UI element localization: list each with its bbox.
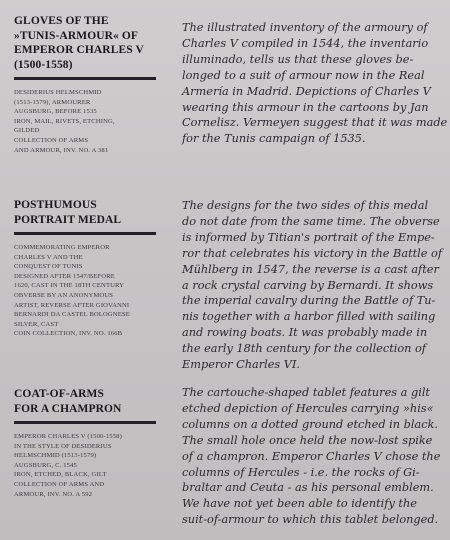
detail-line: BERNARDI DA CASTEL BOLOGNESE [14, 311, 130, 319]
detail-line: GILDED [14, 127, 40, 135]
description-line: etched depiction of Hercules carrying »his« [182, 401, 434, 415]
detail-line: ARMOUR, INV. NO. A 592 [14, 490, 93, 498]
description-line: ror that celebrates his victory in the Battle of [182, 246, 443, 260]
description-line: a rock crystal carving by Bernardi. It shows [182, 278, 434, 292]
description-line: of a champron. Emperor Charles V chose the [182, 449, 441, 463]
detail-line: COLLECTION OF ARMS [14, 136, 89, 144]
description-line: columns of Hercules - i.e. the rocks of Gi- [182, 465, 420, 479]
detail-line: ARTIST, REVERSE AFTER GIOVANNI [14, 301, 130, 309]
divider-rule [14, 77, 156, 80]
description-line: Charles V compiled in 1544, the inventario [182, 36, 429, 50]
entry-description [182, 20, 448, 147]
entry-title [14, 387, 162, 416]
detail-line: AUGSBURG, BEFORE 1535 [14, 108, 97, 116]
description-line: suit-of-armour to which this tablet belonged. [182, 513, 439, 527]
title-line: GLOVES OF THE [14, 15, 109, 27]
description-line: Mühlberg in 1547, the reverse is a cast after [182, 262, 439, 276]
detail-line: (1513-1579), ARMOURER [14, 98, 91, 106]
detail-line: IN THE STYLE OF DESIDERIUS [14, 442, 112, 450]
divider-rule [14, 232, 156, 235]
entry-header [14, 387, 162, 499]
entry-title [14, 198, 162, 227]
description-line: columns on a dotted ground etched in black. [182, 417, 438, 431]
title-line: (1500-1558) [14, 58, 73, 71]
description-line: Emperor Charles VI. [182, 358, 301, 372]
description-line: We have not yet been able to identify the [182, 497, 417, 511]
description-line: is informed by Titian's portrait of the Empe- [182, 230, 435, 244]
detail-line: COLLECTION OF ARMS AND [14, 480, 105, 488]
description-line: The cartouche-shaped tablet features a gilt [182, 386, 430, 399]
object-details [14, 243, 162, 339]
detail-line: 1620, CAST IN THE 18TH CENTURY [14, 282, 125, 290]
description-line: The small hole once held the now-lost spike [182, 433, 433, 447]
description-line: longed to a suit of armour now in the Real [182, 68, 425, 82]
title-line: »TUNIS-ARMOUR« OF [14, 29, 139, 42]
detail-line: EMPEROR CHARLES V (1500-1558) [14, 433, 122, 440]
entry-description [182, 385, 444, 528]
description-line: Cornelisz. Vermeyen suggest that it was made [182, 116, 448, 130]
description-line: illuminado, tells us that these gloves be- [182, 52, 414, 66]
description-line: the imperial cavalry during the Battle of Tu- [182, 294, 436, 308]
detail-line: COMMEMORATING EMPEROR [14, 244, 110, 251]
entry-description [182, 198, 444, 373]
description-line: the early 18th century for the collection of [182, 342, 426, 356]
detail-line: IRON, MAIL, RIVETS, ETCHING, [14, 117, 115, 125]
description-line: The designs for the two sides of this medal [182, 199, 429, 212]
description-line: and rowing boats. It was probably made in [182, 326, 428, 340]
description-line: do not date from the same time. The obverse [182, 214, 440, 228]
entry-header [14, 198, 162, 339]
object-details [14, 432, 162, 499]
title-line: EMPEROR CHARLES V [14, 44, 144, 56]
description-line: Armería in Madrid. Depictions of Charles V [182, 84, 431, 98]
description-line: for the Tunis campaign of 1535. [182, 132, 366, 146]
detail-line: CHARLES V AND THE [14, 253, 83, 261]
detail-line: DESIGNED AFTER 1547/BEFORE [14, 272, 115, 280]
divider-rule [14, 421, 156, 424]
title-line: FOR A CHAMPRON [14, 402, 122, 415]
detail-line: DESIDERIUS HELMSCHMID [14, 89, 102, 96]
entry-header [14, 14, 162, 155]
detail-line: SILVER, CAST [14, 320, 59, 328]
object-details [14, 88, 162, 155]
description-line: braltar and Ceuta - as his personal emblem. [182, 481, 434, 495]
detail-line: IRON, ETCHED, BLACK, GILT [14, 471, 107, 479]
detail-line: COIN COLLECTION, INV. NO. 166Β [14, 330, 123, 338]
description-line: The illustrated inventory of the armoury of [182, 21, 428, 34]
detail-line: AUGSBURG, C. 1545 [14, 461, 78, 469]
detail-line: OBVERSE BY AN ANONYMOUS [14, 291, 114, 299]
detail-line: HELMSCHMID (1513-1579) [14, 452, 97, 460]
title-line: PORTRAIT MEDAL [14, 213, 122, 226]
detail-line: AND ARMOUR, INV. NO. A 381 [14, 146, 109, 154]
description-line: nis together with a harbor filled with sailing [182, 310, 436, 324]
entry-title [14, 14, 162, 72]
detail-line: CONQUEST OF TUNIS [14, 263, 83, 271]
title-line: COAT-OF-ARMS [14, 388, 105, 400]
description-line: wearing this armour in the cartoons by Jan [182, 100, 429, 114]
title-line: POSTHUMOUS [14, 199, 97, 211]
